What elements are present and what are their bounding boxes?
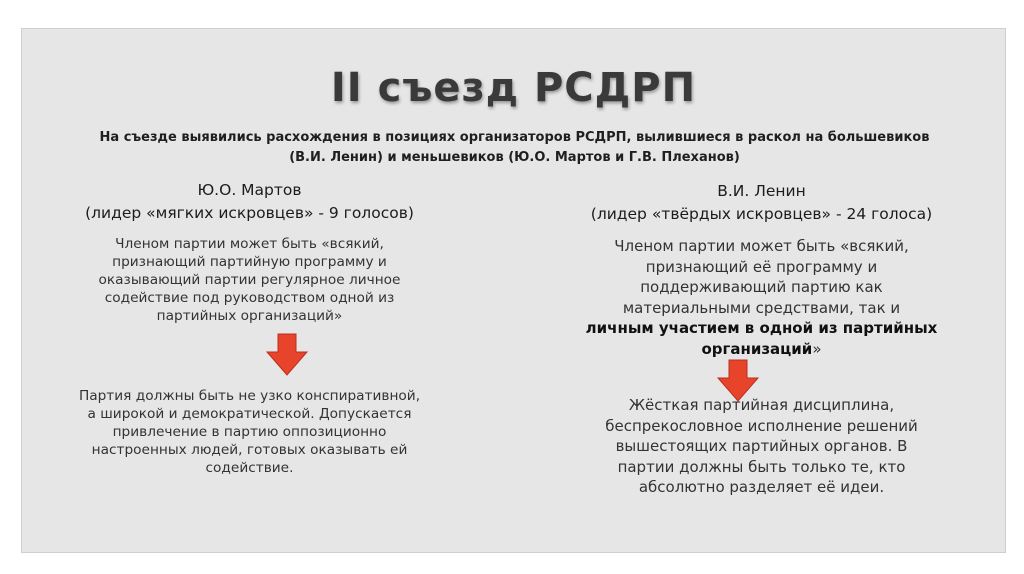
slide — [21, 28, 1006, 553]
lenin-quote-line: Членом партии может быть «всякий, — [614, 237, 909, 255]
martov-conclusion-line: Партия должны быть не узко конспиративной, — [78, 388, 421, 404]
martov-quote-line: Членом партии может быть «всякий, — [115, 236, 384, 252]
lenin-conclusion-line: беспрекословное исполнение решений — [605, 416, 918, 435]
martov-quote-line: партийных организаций» — [156, 308, 343, 324]
intro-line-2: (В.И. Ленин) и меньшевиков (Ю.О. Мартов и Г.В. Плеханов) — [289, 150, 740, 165]
martov-conclusion-line: настроенных людей, готовых оказывать ей — [91, 442, 408, 458]
lenin-column — [549, 180, 974, 359]
lenin-conclusion — [549, 395, 974, 498]
martov-conclusion-line: привлечение в партию оппозиционно — [112, 424, 387, 440]
slide-title: II съезд РСДРП — [330, 65, 697, 111]
martov-conclusion-line: а широкой и демократической. Допускается — [87, 406, 412, 422]
lenin-conclusion-line: Жёсткая партийная дисциплина, — [628, 396, 895, 414]
martov-column — [77, 179, 422, 325]
lenin-quote-last-line — [549, 339, 974, 360]
lenin-quote-close: » — [812, 339, 822, 358]
martov-down-arrow-icon — [265, 333, 309, 377]
martov-conclusion-line: содействие. — [205, 460, 294, 476]
intro-line-1: На съезде выявились расхождения в позициях организаторов РСДРП, вылившиеся в раскол на большевиков — [99, 130, 930, 145]
lenin-name: В.И. Ленин — [717, 182, 806, 200]
lenin-quote-bold-line: личным участием в одной из партийных — [585, 319, 938, 337]
intro-text — [82, 128, 947, 168]
lenin-subtitle: (лидер «твёрдых искровцев» - 24 голоса) — [590, 205, 933, 223]
lenin-conclusion-line: вышестоящих партийных органов. В — [615, 437, 908, 455]
martov-name: Ю.О. Мартов — [197, 181, 302, 199]
martov-subtitle: (лидер «мягких искровцев» - 9 голосов) — [85, 204, 414, 222]
lenin-quote-line: материальными средствами, так и — [622, 298, 901, 317]
lenin-conclusion-line: абсолютно разделяет её идеи. — [638, 478, 885, 496]
lenin-quote-line: поддерживающий партию как — [640, 278, 883, 296]
martov-quote — [77, 235, 422, 325]
martov-quote-line: оказывающий партии регулярное личное — [98, 272, 401, 288]
martov-quote-line: признающий партийную программу и — [112, 254, 387, 270]
martov-conclusion — [77, 387, 422, 477]
lenin-conclusion-line: партии должны быть только те, кто — [617, 457, 906, 476]
lenin-quote-line: признающий её программу и — [645, 257, 878, 276]
lenin-quote-bold-end: организаций — [701, 339, 813, 358]
lenin-quote — [549, 236, 974, 359]
martov-quote-line: содействие под руководством одной из — [104, 290, 395, 306]
